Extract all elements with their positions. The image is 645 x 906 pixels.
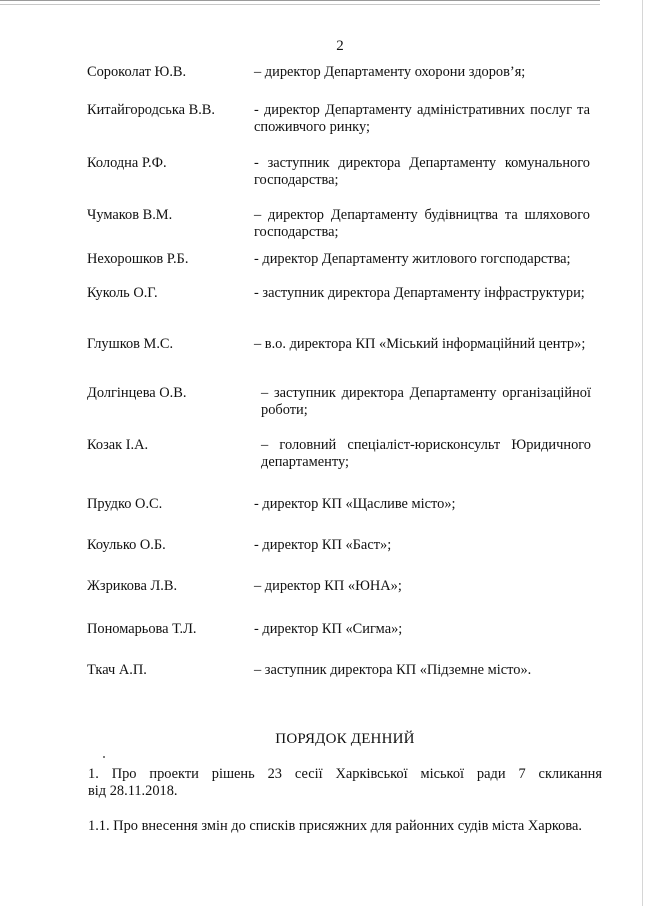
attendee-name: Куколь О.Г. bbox=[87, 285, 158, 301]
agenda-item: 1.1. Про внесення змін до списків присяжних для районних судів міста Харкова. bbox=[88, 818, 582, 834]
attendee-role: – директор Департаменту будівництва та шляхового господарства; bbox=[254, 207, 590, 240]
top-scan-rule bbox=[0, 0, 600, 5]
attendee-name: Пономарьова Т.Л. bbox=[87, 621, 197, 637]
attendee-role: – заступник директора КП «Підземне місто». bbox=[254, 662, 532, 678]
attendee-name: Жзрикова Л.В. bbox=[87, 578, 178, 594]
attendee-role: - директор КП «Сигма»; bbox=[254, 621, 403, 637]
attendee-role: – директор КП «ЮНА»; bbox=[254, 578, 402, 594]
agenda-title: ПОРЯДОК ДЕННИЙ bbox=[275, 731, 415, 747]
attendee-name: Ткач А.П. bbox=[87, 662, 147, 678]
agenda-item bbox=[88, 766, 602, 800]
page-number: 2 bbox=[336, 38, 344, 54]
attendee-role: – головний спеціаліст-юрисконсульт Юридичного департаменту; bbox=[261, 437, 591, 470]
attendee-name: Нехорошков Р.Б. bbox=[87, 251, 189, 267]
attendee-role: – в.о. директора КП «Міський інформаційний центр»; bbox=[254, 336, 586, 352]
attendee-role: – директор Департаменту охорони здоров’я; bbox=[254, 64, 526, 80]
attendee-role: - директор КП «Щасливе місто»; bbox=[254, 496, 456, 512]
attendee-name: Долгінцева О.В. bbox=[87, 385, 187, 401]
agenda-item-text: від 28.11.2018. bbox=[88, 783, 178, 799]
scan-speck bbox=[103, 756, 105, 758]
attendee-name: Колодна Р.Ф. bbox=[87, 155, 167, 171]
attendee-role: – заступник директора Департаменту організаційної роботи; bbox=[261, 385, 591, 418]
attendee-name: Козак І.А. bbox=[87, 437, 149, 453]
attendee-name: Прудко О.С. bbox=[87, 496, 163, 512]
attendee-role: - директор КП «Баст»; bbox=[254, 537, 392, 553]
page-edge bbox=[642, 0, 643, 906]
agenda-item-text: 1. Про проекти рішень 23 сесії Харківської міської ради 7 скликання bbox=[88, 766, 602, 782]
attendee-role: - заступник директора Департаменту комунального господарства; bbox=[254, 155, 590, 188]
attendee-role: - директор Департаменту адміністративних послуг та споживчого ринку; bbox=[254, 102, 590, 135]
attendee-role: - директор Департаменту житлового гогсподарства; bbox=[254, 251, 571, 267]
attendee-name: Чумаков В.М. bbox=[87, 207, 173, 223]
attendee-role: - заступник директора Департаменту інфраструктури; bbox=[254, 285, 585, 301]
attendee-name: Коулько О.Б. bbox=[87, 537, 166, 553]
attendee-name: Сороколат Ю.В. bbox=[87, 64, 187, 80]
attendee-name: Глушков М.С. bbox=[87, 336, 174, 352]
attendee-name: Китайгородська В.В. bbox=[87, 102, 215, 118]
